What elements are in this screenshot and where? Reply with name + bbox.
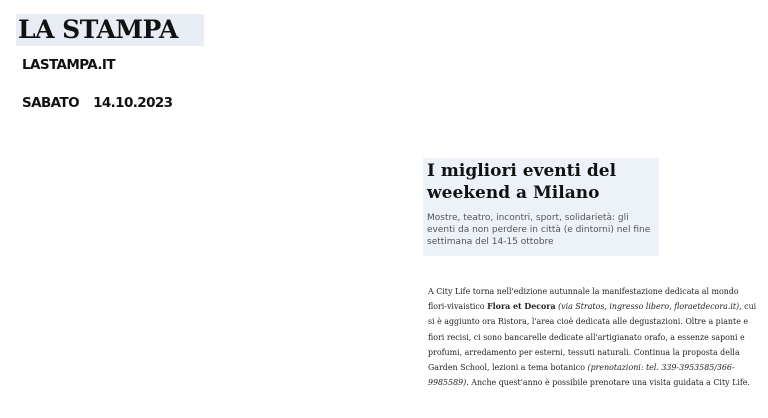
article-subhead: Mostre, teatro, incontri, sport, solidarietà: gli eventi da non perdere in città (e dintorni) nel fine settimana del 14-15 ottobre (427, 213, 651, 247)
article-header (423, 158, 659, 256)
event-name: Flora et Decora (487, 302, 556, 312)
newspaper-logo (16, 14, 204, 46)
issue-day: SABATO (22, 95, 79, 111)
body-text-part-2: , cui si è aggiunto ora Ristora, l'area cioè dedicata alle degustazioni. Oltre a piante e fiori recisi, ci sono bancarelle dedicate all'artigianato orafo, a essenze saponi e profumi, arredamento per esterni, tessuti naturali. Continua la proposta della Garden School, lezioni a tema botanico (428, 302, 757, 373)
issue-date-value: 14.10.2023 (93, 95, 173, 111)
body-text-part-1: A City Life torna nell'edizione autunnale la manifestazione dedicata al mondo flori-vivaistico (428, 287, 739, 312)
booking-info: (prenotazioni: tel. 339-3953585/366-9985589) (428, 363, 735, 388)
venue-info: (via Stratos, ingresso libero, floraetdecora.it) (555, 302, 740, 312)
website-label: LASTAMPA.IT (22, 57, 115, 73)
article-body (428, 284, 760, 390)
newspaper-title: LA STAMPA (18, 15, 178, 44)
issue-date (22, 95, 172, 111)
body-text-part-3: . Anche quest'anno è possibile prenotare una visita guidata a City Life. (466, 378, 750, 388)
article-headline: I migliori eventi del weekend a Milano (427, 161, 617, 203)
